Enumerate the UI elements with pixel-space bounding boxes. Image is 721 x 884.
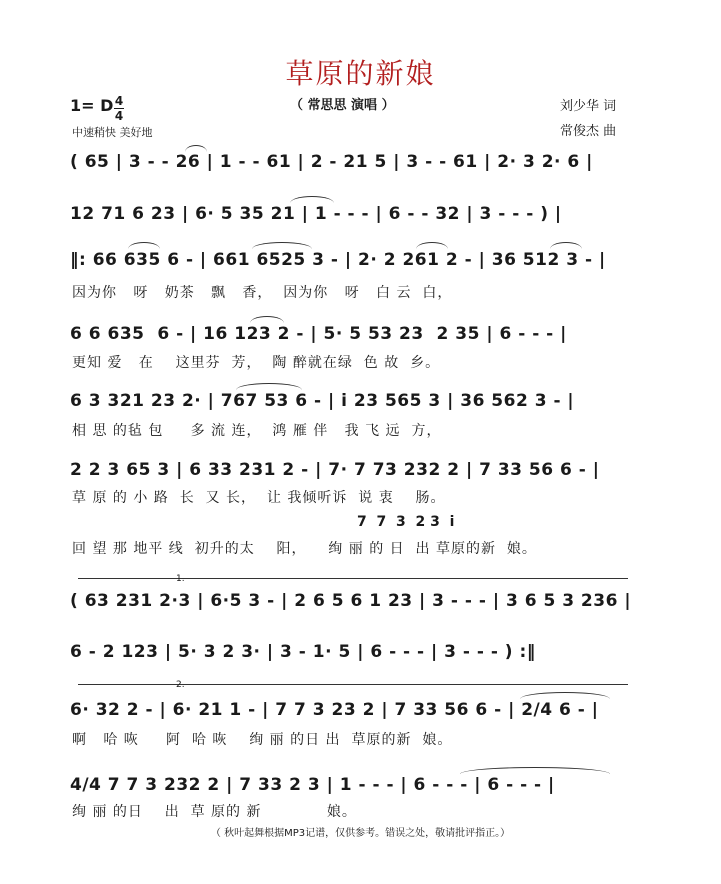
score-line-8: ( 63 231 2·3 | 6·5 3 - | 2 6 5 6 1 23 | 3 - - - | 3 6 5 3 236 | (70, 591, 632, 611)
volta-1-bracket (78, 578, 628, 579)
key-signature: 1= D (70, 96, 114, 115)
volta-2-bracket (78, 684, 628, 685)
slur-arc (416, 242, 448, 249)
lyric-line-3: 因为你 呀 奶茶 飘 香， 因为你 呀 白 云 白， (72, 285, 453, 301)
lyric-line-4: 更知 爱 在 这里芬 芳， 陶 醉就在绿 色 故 乡。 (72, 355, 441, 371)
slur-arc (550, 242, 582, 249)
lyricist-credit: 刘少华 词 (560, 99, 617, 114)
slur-arc (460, 767, 610, 774)
song-title: 草原的新娘 (285, 57, 436, 90)
time-signature (114, 95, 124, 122)
singer-credit: （ 常思思 演唱 ） (290, 98, 395, 113)
score-line-3: ‖: 66 635 6 - | 661 6525 3 - | 2· 2 261 2 - | 36 512 3 - | (70, 250, 606, 270)
slur-arc (128, 242, 160, 249)
lyric-line-5: 相 思 的毡 包 多 流 连， 鸿 雁 伴 我 飞 远 方， (72, 423, 442, 439)
score-line-6: 2 2 3 65 3 | 6 33 231 2 - | 7· 7 73 232 2 | 7 33 56 6 - | (70, 460, 600, 480)
time-bottom: 4 (114, 109, 124, 123)
score-line-4: 6 6 635 6 - | 16 123 2 - | 5· 5 53 23 2 35 | 6 - - - | (70, 324, 567, 344)
score-line-2: 12 71 6 23 | 6· 5 35 21 | 1 - - - | 6 - - 32 | 3 - - - ) | (70, 204, 562, 224)
score-line-1: ( 65 | 3 - - 26 | 1 - - 61 | 2 - 21 5 | 3 - - 61 | 2· 3 2· 6 | (70, 152, 593, 172)
tempo-marking: 中速稍快 美好地 (72, 126, 153, 139)
volta-1-label: 1. (176, 574, 185, 584)
volta-2-label: 2. (176, 680, 185, 690)
composer-credit: 常俊杰 曲 (560, 124, 617, 139)
slur-arc (250, 316, 284, 323)
score-line-11: 4/4 7 7 3 232 2 | 7 33 2 3 | 1 - - - | 6 - - - | 6 - - - | (70, 775, 555, 795)
score-line-9: 6 - 2 123 | 5· 3 2 3· | 3 - 1· 5 | 6 - - - | 3 - - - ) :‖ (70, 642, 536, 662)
lyric-line-6: 草 原 的 小 路 长 又 长， 让 我倾听诉 说 衷 肠。 (72, 490, 446, 506)
lyric-line-7: 回 望 那 地平 线 初升的太 阳， 绚 丽 的 日 出 草原的新 娘。 (72, 541, 537, 557)
lyric-line-10: 啊 哈 咴 阿 哈 咴 绚 丽 的日 出 草原的新 娘。 (72, 732, 453, 748)
slur-arc (290, 196, 334, 203)
slur-arc (236, 383, 302, 390)
time-top: 4 (114, 94, 124, 108)
alt-melody-notes: 7 7 3 2 3 i (357, 514, 455, 530)
score-line-10: 6· 32 2 - | 6· 21 1 - | 7 7 3 23 2 | 7 33 56 6 - | 2/4 6 - | (70, 700, 599, 720)
slur-arc (185, 145, 207, 152)
lyric-line-11: 绚 丽 的日 出 草 原的 新 娘。 (72, 804, 357, 820)
slur-arc (520, 692, 610, 699)
footnote: （ 秋叶起舞根据MP3记谱，仅供参考。错误之处，敬请批评指正。） (210, 828, 511, 839)
score-line-5: 6 3 321 23 2· | 767 53 6 - | i 23 565 3 | 36 562 3 - | (70, 391, 575, 411)
slur-arc (252, 242, 312, 249)
